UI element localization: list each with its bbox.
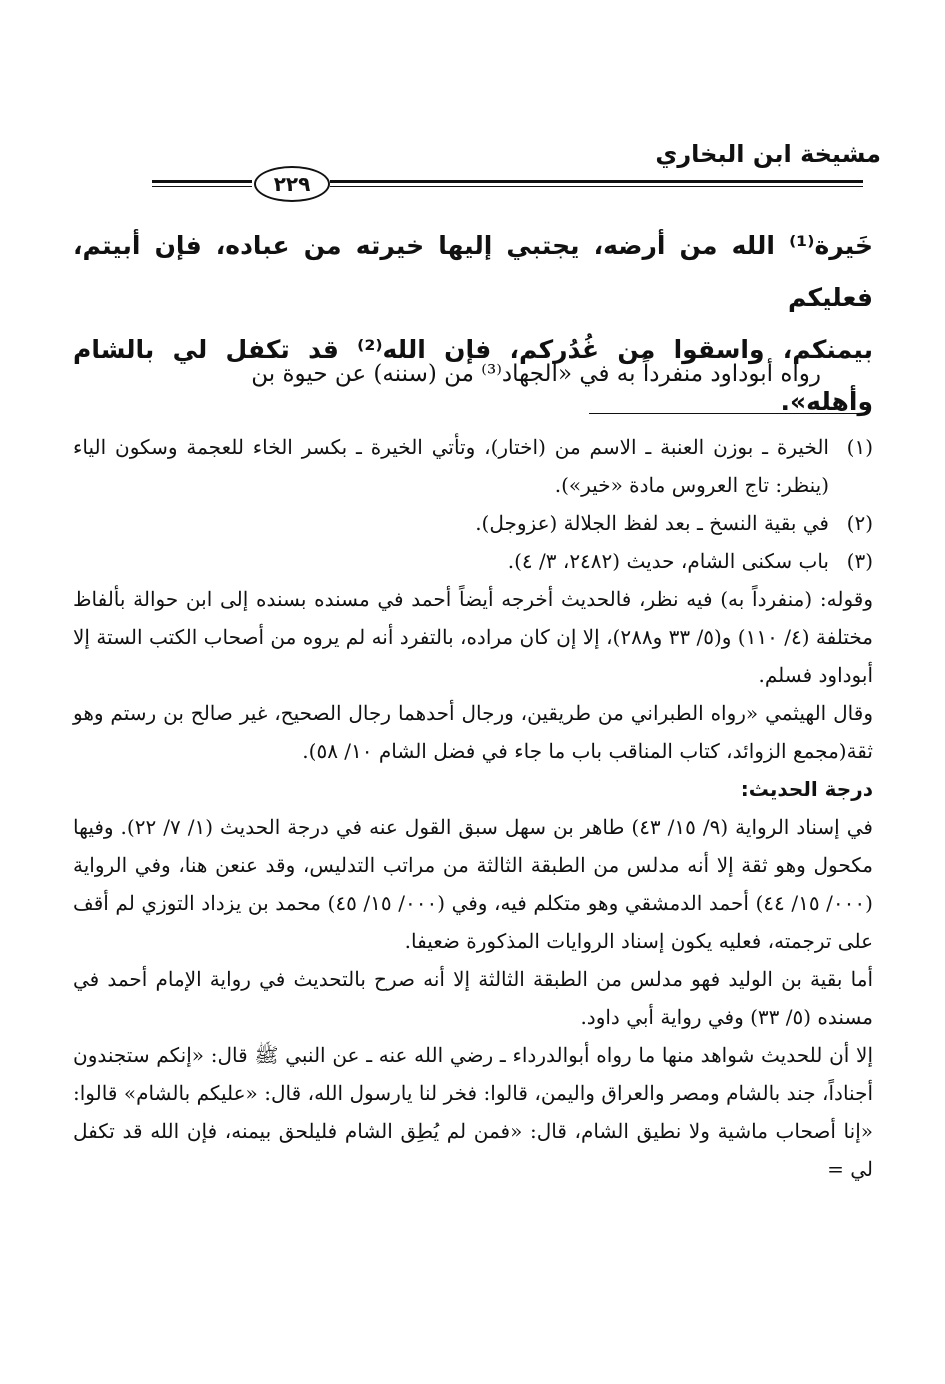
footnote-text: في بقية النسخ ـ بعد لفظ الجلالة (عزوجل).	[475, 511, 829, 535]
footnote-number: (٢)	[846, 511, 873, 535]
commentary-paragraph: إلا أن للحديث شواهد منها ما رواه أبوالدرداء ـ رضي الله عنه ـ عن النبي ﷺ قال: «إنكم ستجندون أجناداً، جند بالشام ومصر والعراق واليمن، قالوا: فخر لنا يارسول الله، قال: «عليكم بالشام» قالوا: «إنا أصحاب ماشية ولا نطيق الشام، قال: «فمن لم يُطِق الشام فليلحق بيمنه، فإن الله قد تكفل لي =	[73, 1043, 873, 1181]
footnotes-section	[73, 428, 873, 1188]
footnote-number: (١)	[846, 435, 873, 459]
footnote-text: الخيرة ـ بوزن العنبة ـ الاسم من (اختار)، وتأتي الخيرة ـ بكسر الخاء للعجمة وسكون الياء (ينظر: تاج العروس مادة «خير»).	[73, 435, 829, 497]
footnote-item	[73, 428, 873, 504]
footnote-number: (٣)	[846, 549, 873, 573]
commentary-paragraph: وقوله: (منفرداً به) فيه نظر، فالحديث أخرجه أيضاً أحمد في مسنده بسنده إلى ابن حوالة بألفاظ مختلفة (٤/ ١١٠) و(٥/ ٣٣ و٢٨٨)، إلا إن كان مراده، بالتفرد أنه لم يروه من أصحاب الكتب الستة إلا أبوداود فسلم.	[73, 587, 874, 687]
header-rule-right	[330, 180, 863, 187]
narration-text	[111, 350, 821, 398]
narration-line: رواه أبوداود منفرداً به في «الجهاد⁽³⁾ من (سننه) عن حيوة بن	[251, 361, 821, 387]
section-heading: درجة الحديث:	[740, 777, 873, 801]
commentary-paragraph: أما بقية بن الوليد فهو مدلس من الطبقة الثالثة إلا أنه صرح بالتحديث في رواية الإمام أحمد في مسنده (٥/ ٣٣) وفي رواية أبي داود.	[73, 967, 873, 1029]
footnote-item	[73, 542, 873, 580]
page-number: ٢٢٩	[254, 166, 330, 202]
hadith-line: خَيرة⁽¹⁾ الله من أرضه، يجتبي إليها خيرته من عباده، فإن أبيتم، فعليكم	[73, 231, 873, 312]
footnote-text: باب سكنى الشام، حديث (٢٤٨٢، ٣/ ٤).	[507, 549, 829, 573]
footnote-item	[73, 504, 873, 542]
footnote-separator	[589, 413, 857, 414]
commentary-paragraph: في إسناد الرواية (٩/ ١٥/ ٤٣) طاهر بن سهل سبق القول عنه في درجة الحديث (١/ ٧/ ٢٢). وفيها مكحول وهو ثقة إلا أنه مدلس من الطبقة الثالثة من مراتب التدليس، وقد عنعن هنا، وفي الرواية (٠٠٠/ ١٥/ ٤٤) أحمد الدمشقي وهو متكلم فيه، وفي (٠٠٠/ ١٥/ ٤٥) محمد بن يزداد التوزي لم أقف على ترجمته، فعليه يكون إسناد الروايات المذكورة ضعيفا.	[73, 815, 873, 953]
commentary-paragraph: وقال الهيثمي «رواه الطبراني من طريقين، ورجال أحدهما رجال الصحيح، غير صالح بن رستم وهو ثقة(مجمع الزوائد، كتاب المناقب باب ما جاء في فضل الشام ١٠/ ٥٨).	[73, 701, 873, 763]
running-title: مشيخة ابن البخاري	[655, 140, 881, 168]
hadith-line: بيمنكم، واسقوا من غُدُركم، فإن الله⁽²⁾ قد تكفل لي بالشام وأهله».	[73, 335, 873, 416]
header-rule-left	[152, 180, 252, 187]
